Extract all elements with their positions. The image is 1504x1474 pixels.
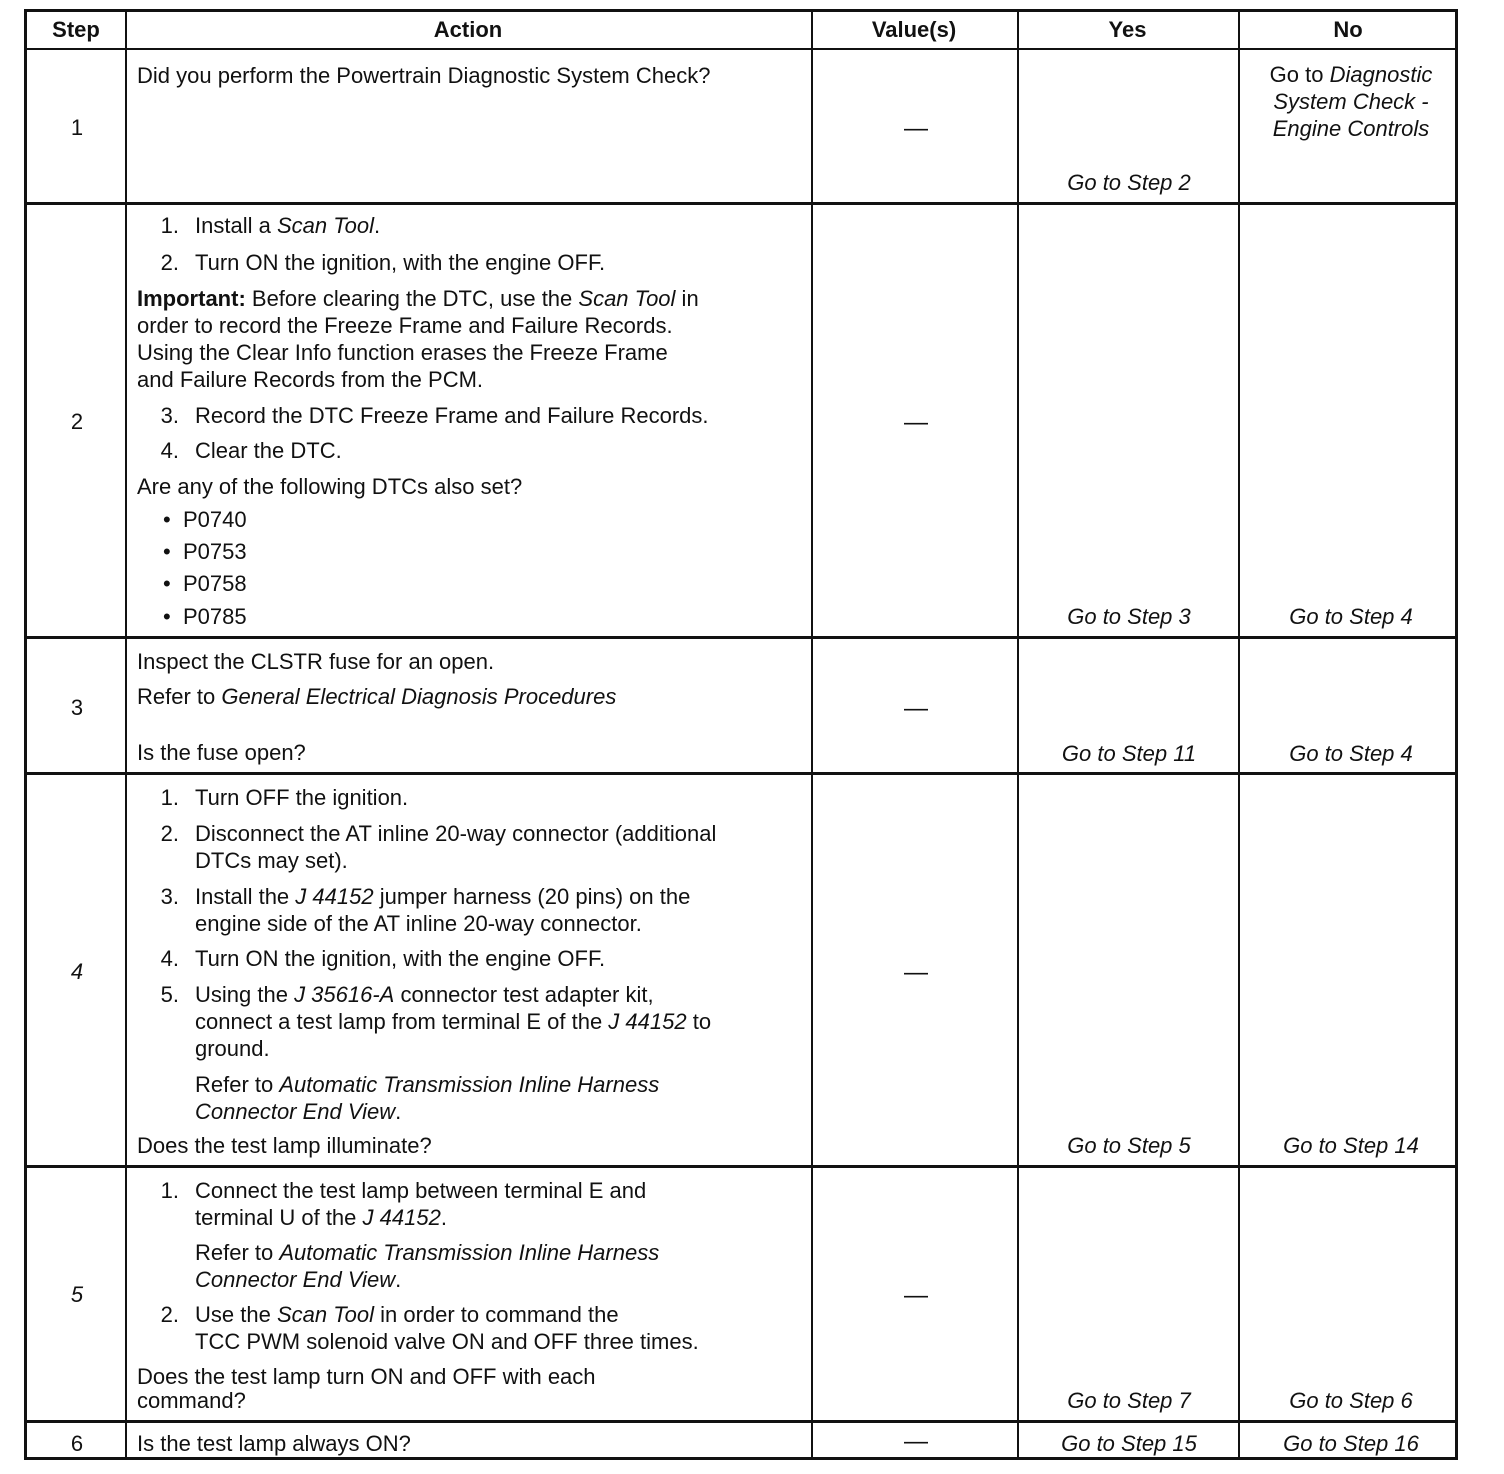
item-text: in order to command the	[373, 1302, 619, 1327]
value-dash: —	[904, 1282, 928, 1309]
no-goto[interactable]: Go to Step 4	[1289, 604, 1413, 629]
action-item	[195, 1301, 619, 1328]
action-question: command?	[137, 1388, 246, 1413]
item-text: Using the	[195, 982, 295, 1007]
ref-link[interactable]: Automatic Transmission Inline Harness	[279, 1240, 660, 1265]
list-number: 2.	[160, 250, 179, 275]
ref-prefix: Refer to	[195, 1240, 280, 1265]
item-text: connector test adapter kit,	[394, 982, 654, 1007]
list-number: 1.	[160, 785, 179, 810]
list-number: 1.	[160, 1178, 179, 1203]
list-number: 1.	[160, 213, 179, 238]
row-divider	[27, 772, 1455, 775]
step-number: 3	[70, 695, 84, 720]
action-item: Connect the test lamp between terminal E and	[195, 1178, 647, 1203]
value-dash: —	[904, 409, 928, 436]
action-reference	[195, 1098, 401, 1125]
yes-goto[interactable]: Go to Step 5	[1067, 1133, 1191, 1158]
tool-name: Scan Tool	[578, 286, 676, 311]
item-text: terminal U of the	[195, 1205, 363, 1230]
no-goto-prefix: Go to	[1269, 62, 1324, 87]
dtc-bullet: • P0758	[163, 571, 247, 596]
item-text: Install the	[195, 884, 296, 909]
action-item: Clear the DTC.	[195, 438, 342, 463]
dtc-code: P0758	[182, 571, 247, 596]
tool-name: J 44152	[362, 1205, 441, 1230]
action-question: Is the test lamp always ON?	[137, 1431, 411, 1456]
important-note-line: order to record the Freeze Frame and Failure Records.	[137, 313, 673, 338]
dtc-bullet: • P0785	[163, 604, 247, 629]
no-goto-link-part1: Diagnostic	[1329, 62, 1433, 87]
action-question: Does the test lamp turn ON and OFF with each	[137, 1364, 596, 1389]
value-dash: —	[904, 695, 928, 722]
action-question: Are any of the following DTCs also set?	[137, 474, 523, 499]
column-divider	[811, 12, 813, 1457]
action-reference	[195, 1071, 659, 1098]
note-text: in	[675, 286, 699, 311]
important-label: Important:	[137, 286, 246, 311]
row-divider	[27, 48, 1455, 50]
ref-prefix: Refer to	[195, 1072, 280, 1097]
ref-suffix: .	[395, 1099, 402, 1124]
no-goto-link-part2: System Check -	[1273, 89, 1429, 114]
note-text: Before clearing the DTC, use the	[251, 286, 579, 311]
diagnostic-table	[24, 9, 1458, 1460]
action-item: Record the DTC Freeze Frame and Failure Records.	[195, 403, 709, 428]
list-number: 3.	[160, 884, 179, 909]
dtc-code: P0785	[182, 604, 247, 629]
action-item: Turn ON the ignition, with the engine OFF.	[195, 250, 606, 275]
row-divider	[27, 202, 1455, 205]
tool-name: J 35616-A	[294, 982, 395, 1007]
action-item: engine side of the AT inline 20-way connector.	[195, 911, 642, 936]
action-item	[195, 212, 380, 239]
step-number: 6	[70, 1431, 84, 1456]
action-reference	[195, 1239, 659, 1266]
yes-goto[interactable]: Go to Step 2	[1067, 170, 1191, 195]
dtc-bullet: • P0740	[163, 507, 247, 532]
yes-goto[interactable]: Go to Step 15	[1061, 1431, 1197, 1456]
row-divider	[27, 1420, 1455, 1423]
no-goto[interactable]: Go to Step 14	[1283, 1133, 1419, 1158]
action-item: DTCs may set).	[195, 848, 348, 873]
important-note-line: Using the Clear Info function erases the Freeze Frame	[137, 340, 668, 365]
value-dash: —	[904, 115, 928, 142]
tool-name: J 44152	[608, 1009, 687, 1034]
list-number: 5.	[160, 982, 179, 1007]
column-divider	[1238, 12, 1240, 1457]
item-text: connect a test lamp from terminal E of the	[195, 1009, 609, 1034]
item-text: Use the	[195, 1302, 277, 1327]
yes-goto[interactable]: Go to Step 3	[1067, 604, 1191, 629]
ref-link[interactable]: General Electrical Diagnosis Procedures	[221, 684, 617, 709]
action-question: Is the fuse open?	[137, 740, 306, 765]
no-goto[interactable]: Go to Step 4	[1289, 741, 1413, 766]
value-dash: —	[904, 1428, 928, 1455]
action-item: Turn ON the ignition, with the engine OFF.	[195, 946, 606, 971]
step-number: 5	[70, 1282, 84, 1307]
action-item: TCC PWM solenoid valve ON and OFF three times.	[195, 1329, 699, 1354]
yes-goto[interactable]: Go to Step 7	[1067, 1388, 1191, 1413]
list-number: 4.	[160, 438, 179, 463]
no-goto[interactable]	[1241, 61, 1461, 142]
list-number: 4.	[160, 946, 179, 971]
list-number: 3.	[160, 403, 179, 428]
no-goto[interactable]: Go to Step 6	[1289, 1388, 1413, 1413]
item-text: Install a	[195, 213, 277, 238]
item-text: .	[373, 213, 381, 238]
ref-link[interactable]: Connector End View	[195, 1099, 396, 1124]
action-question: Did you perform the Powertrain Diagnostic System Check?	[137, 63, 711, 88]
action-item	[195, 883, 690, 910]
important-note-line	[137, 285, 699, 312]
action-item: Turn OFF the ignition.	[195, 785, 409, 810]
item-text: .	[440, 1205, 447, 1230]
no-goto[interactable]: Go to Step 16	[1283, 1431, 1419, 1456]
ref-link[interactable]: Connector End View	[195, 1267, 396, 1292]
action-item: Disconnect the AT inline 20-way connector (additional	[195, 821, 717, 846]
item-text: to	[686, 1009, 712, 1034]
list-number: 2.	[160, 821, 179, 846]
ref-suffix: .	[395, 1267, 402, 1292]
tool-name: Scan Tool	[276, 213, 374, 238]
value-dash: —	[904, 959, 928, 986]
row-divider	[27, 1165, 1455, 1168]
column-divider	[1017, 12, 1019, 1457]
header-yes: Yes	[1108, 17, 1147, 42]
tool-name: Scan Tool	[276, 1302, 374, 1327]
dtc-bullet: • P0753	[163, 539, 247, 564]
action-question: Does the test lamp illuminate?	[137, 1133, 432, 1158]
step-number: 1	[70, 115, 84, 140]
ref-prefix: Refer to	[137, 684, 222, 709]
column-divider	[125, 12, 127, 1457]
action-text: Inspect the CLSTR fuse for an open.	[137, 649, 495, 674]
no-goto-link-part3: Engine Controls	[1272, 116, 1430, 141]
yes-goto[interactable]: Go to Step 11	[1061, 741, 1197, 766]
action-reference	[195, 1266, 401, 1293]
list-number: 2.	[160, 1302, 179, 1327]
action-item	[195, 1204, 447, 1231]
action-reference	[137, 683, 616, 710]
ref-link[interactable]: Automatic Transmission Inline Harness	[279, 1072, 660, 1097]
step-number: 2	[70, 409, 84, 434]
row-divider	[27, 636, 1455, 639]
header-action: Action	[433, 17, 503, 42]
header-step: Step	[52, 17, 100, 42]
header-no: No	[1333, 17, 1363, 42]
important-note-line: and Failure Records from the PCM.	[137, 367, 484, 392]
dtc-code: P0740	[182, 507, 247, 532]
action-item	[195, 1008, 711, 1035]
item-text: jumper harness (20 pins) on the	[373, 884, 691, 909]
step-number: 4	[70, 959, 84, 984]
tool-name: J 44152	[295, 884, 374, 909]
action-item: ground.	[195, 1036, 270, 1061]
header-values: Value(s)	[871, 17, 957, 42]
dtc-code: P0753	[182, 539, 247, 564]
action-item	[195, 981, 654, 1008]
